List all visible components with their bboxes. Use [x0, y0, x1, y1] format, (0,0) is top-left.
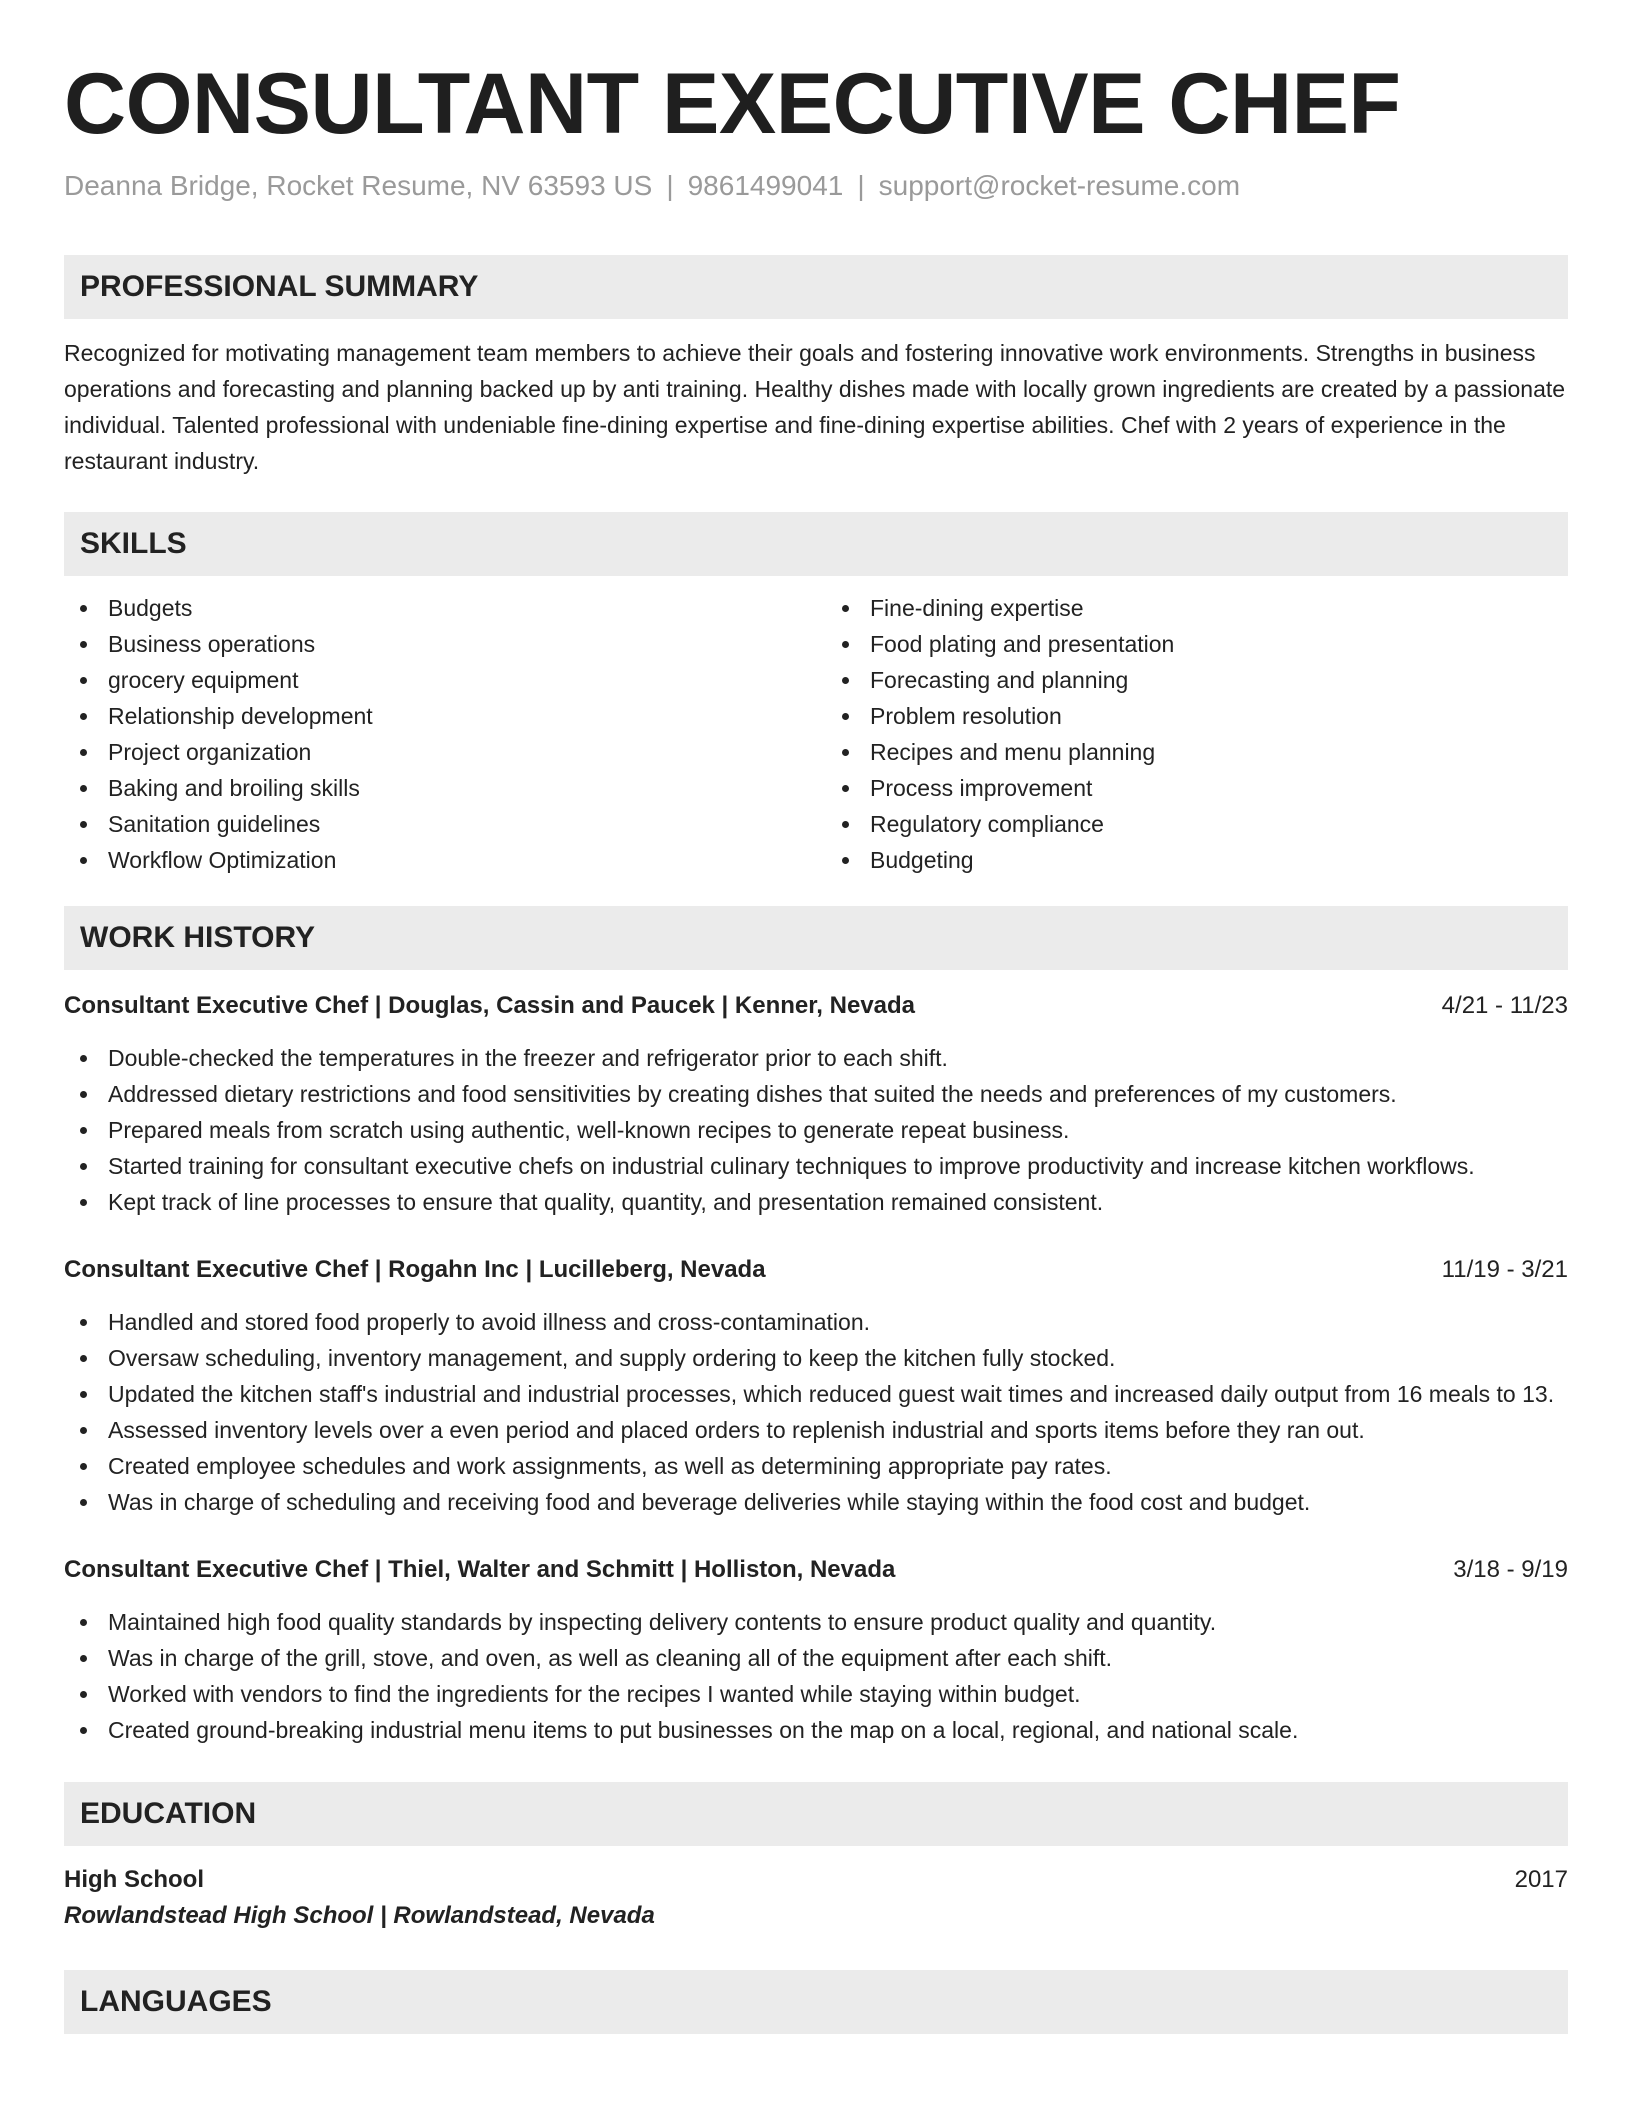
- job-entry: [64, 988, 1568, 1220]
- contact-address: Deanna Bridge, Rocket Resume, NV 63593 US: [64, 170, 653, 201]
- skill-item: Business operations: [108, 626, 806, 662]
- job-bullet: Assessed inventory levels over a even period and placed orders to replenish industrial and sports items before they ran out.: [108, 1412, 1568, 1448]
- section-header-education: EDUCATION: [64, 1782, 1568, 1846]
- skills-list-left: [64, 590, 806, 878]
- skills-grid: [64, 590, 1568, 878]
- contact-line: [64, 168, 1568, 204]
- skill-item: Process improvement: [870, 770, 1568, 806]
- job-header: [64, 988, 1568, 1024]
- job-entry: [64, 1552, 1568, 1748]
- contact-separator: |: [666, 170, 674, 201]
- education-header: [64, 1862, 1568, 1898]
- job-bullet: Created employee schedules and work assignments, as well as determining appropriate pay rates.: [108, 1448, 1568, 1484]
- job-entry: [64, 1252, 1568, 1520]
- skill-item: Budgeting: [870, 842, 1568, 878]
- job-bullet: Prepared meals from scratch using authentic, well-known recipes to generate repeat business.: [108, 1112, 1568, 1148]
- job-header: [64, 1552, 1568, 1588]
- education-school: Rowlandstead High School | Rowlandstead, Nevada: [64, 1902, 655, 1929]
- job-title: Consultant Executive Chef | Douglas, Cassin and Paucek | Kenner, Nevada: [64, 992, 916, 1019]
- summary-text: Recognized for motivating management team members to achieve their goals and fostering innovative work environments. Strengths in business operations and forecasting and planning backed up by anti training. Healthy dishes made with locally grown ingredients are created by a passionate individual. Talented professional with undeniable fine-dining expertise and fine-dining expertise abilities. Chef with 2 years of experience in the restaurant industry.: [64, 340, 1566, 474]
- job-bullets: [64, 1040, 1568, 1220]
- education-year: 2017: [1514, 1866, 1568, 1893]
- skill-item: Recipes and menu planning: [870, 734, 1568, 770]
- skill-item: Fine-dining expertise: [870, 590, 1568, 626]
- contact-phone: 9861499041: [687, 170, 844, 201]
- job-bullet: Oversaw scheduling, inventory management, and supply ordering to keep the kitchen fully stocked.: [108, 1340, 1568, 1376]
- contact-email: support@rocket-resume.com: [878, 170, 1241, 201]
- job-bullet: Was in charge of the grill, stove, and oven, as well as cleaning all of the equipment after each shift.: [108, 1640, 1568, 1676]
- skill-item: Relationship development: [108, 698, 806, 734]
- skill-item: Problem resolution: [870, 698, 1568, 734]
- section-header-summary: PROFESSIONAL SUMMARY: [64, 255, 1568, 319]
- skill-item: Forecasting and planning: [870, 662, 1568, 698]
- skill-item: Regulatory compliance: [870, 806, 1568, 842]
- job-bullet: Maintained high food quality standards by inspecting delivery contents to ensure product quality and quantity.: [108, 1604, 1568, 1640]
- section-header-skills: SKILLS: [64, 512, 1568, 576]
- skill-item: Baking and broiling skills: [108, 770, 806, 806]
- job-bullet: Started training for consultant executive chefs on industrial culinary techniques to improve productivity and increase kitchen workflows.: [108, 1148, 1568, 1184]
- skill-item: Project organization: [108, 734, 806, 770]
- resume-title: CONSULTANT EXECUTIVE CHEF: [64, 56, 1401, 152]
- job-bullet: Updated the kitchen staff's industrial and industrial processes, which reduced guest wait times and increased daily output from 16 meals to 13.: [108, 1376, 1568, 1412]
- contact-separator: |: [857, 170, 865, 201]
- job-bullet: Addressed dietary restrictions and food sensitivities by creating dishes that suited the needs and preferences of my customers.: [108, 1076, 1568, 1112]
- section-header-work-history: WORK HISTORY: [64, 906, 1568, 970]
- job-bullet: Double-checked the temperatures in the freezer and refrigerator prior to each shift.: [108, 1040, 1568, 1076]
- skill-item: Workflow Optimization: [108, 842, 806, 878]
- job-bullets: [64, 1604, 1568, 1748]
- job-bullet: Was in charge of scheduling and receiving food and beverage deliveries while staying within the food cost and budget.: [108, 1484, 1568, 1520]
- job-title: Consultant Executive Chef | Thiel, Walter and Schmitt | Holliston, Nevada: [64, 1556, 896, 1583]
- job-dates: 11/19 - 3/21: [1441, 1256, 1568, 1283]
- job-bullet: Created ground-breaking industrial menu items to put businesses on the map on a local, regional, and national scale.: [108, 1712, 1568, 1748]
- skills-list-right: [826, 590, 1568, 878]
- skill-item: Budgets: [108, 590, 806, 626]
- education-degree: High School: [64, 1866, 204, 1893]
- job-bullet: Kept track of line processes to ensure that quality, quantity, and presentation remained consistent.: [108, 1184, 1568, 1220]
- job-title: Consultant Executive Chef | Rogahn Inc | Lucilleberg, Nevada: [64, 1256, 766, 1283]
- skill-item: Food plating and presentation: [870, 626, 1568, 662]
- resume-page: [64, 0, 1568, 2034]
- section-header-languages: LANGUAGES: [64, 1970, 1568, 2034]
- job-dates: 3/18 - 9/19: [1453, 1556, 1568, 1583]
- job-bullet: Worked with vendors to find the ingredients for the recipes I wanted while staying within budget.: [108, 1676, 1568, 1712]
- job-dates: 4/21 - 11/23: [1441, 992, 1568, 1019]
- job-bullets: [64, 1304, 1568, 1520]
- skill-item: Sanitation guidelines: [108, 806, 806, 842]
- job-header: [64, 1252, 1568, 1288]
- skill-item: grocery equipment: [108, 662, 806, 698]
- education-entry: [64, 1862, 1568, 1934]
- job-bullet: Handled and stored food properly to avoid illness and cross-contamination.: [108, 1304, 1568, 1340]
